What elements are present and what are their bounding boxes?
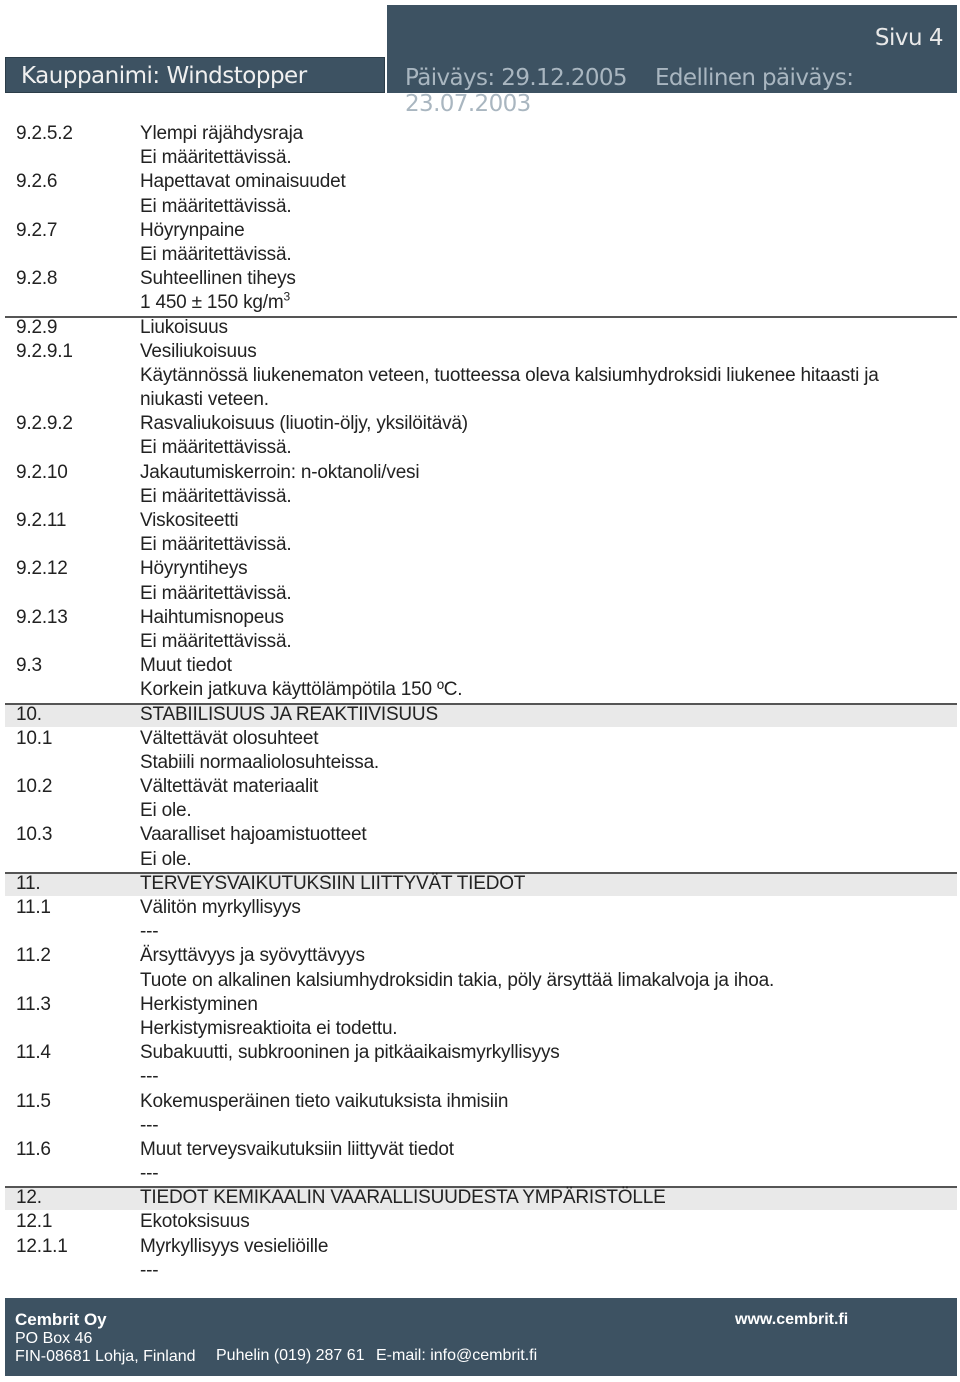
row-value [0, 969, 960, 993]
item-number: 11.6 [16, 1138, 51, 1160]
row-9-2-9-1 [0, 340, 960, 364]
header-dates [405, 65, 957, 117]
row-value [0, 146, 960, 170]
row-9-2-7 [0, 219, 960, 243]
row-11-2 [0, 944, 960, 968]
row-10-2 [0, 775, 960, 799]
item-text: niukasti veteen. [140, 389, 269, 411]
row-9-2-10 [0, 461, 960, 485]
item-text: Myrkyllisyys vesieliöille [140, 1235, 329, 1257]
item-text: Ekotoksisuus [140, 1211, 250, 1233]
row-value [0, 799, 960, 823]
row-value [0, 630, 960, 654]
item-number: 11.2 [16, 945, 51, 967]
item-text: Suhteellinen tiheys [140, 268, 296, 290]
item-text: Höyrynpaine [140, 219, 245, 241]
header-blank-area [5, 5, 385, 57]
item-text: Ei määritettävissä. [140, 243, 292, 265]
row-value [0, 1162, 960, 1186]
row-9-2-11 [0, 509, 960, 533]
row-9-2-9-2 [0, 412, 960, 436]
item-text: Ei määritettävissä. [140, 582, 292, 604]
item-text: Ei määritettävissä. [140, 485, 292, 507]
item-text: Kokemusperäinen tieto vaikutuksista ihmisiin [140, 1090, 509, 1112]
item-number: 9.2.6 [16, 171, 58, 193]
item-number: 9.2.9 [16, 316, 58, 338]
item-text: Vaaralliset hajoamistuotteet [140, 824, 367, 846]
row-value [0, 920, 960, 944]
item-text: Korkein jatkuva käyttölämpötila 150 ºC. [140, 679, 463, 701]
item-text [140, 291, 290, 315]
item-text: Tuote on alkalinen kalsiumhydroksidin takia, pöly ärsyttää limakalvoja ja ihoa. [140, 969, 775, 991]
company-name: Cembrit Oy [15, 1310, 107, 1329]
section-title: STABIILISUUS JA REAKTIIVISUUS [140, 703, 438, 725]
row-9-2-9 [5, 316, 957, 340]
row-10-3 [0, 823, 960, 847]
item-text: Ylempi räjähdysraja [140, 123, 304, 144]
row-value [0, 436, 960, 460]
item-text: Ei määritettävissä. [140, 534, 292, 556]
row-value [0, 388, 960, 412]
item-number: 10.1 [16, 727, 53, 749]
item-number: 12.1 [16, 1211, 53, 1233]
section-number: 11. [16, 872, 41, 894]
item-number: 9.2.13 [16, 606, 68, 628]
section-heading-11 [5, 872, 957, 896]
item-text: Ei määritettävissä. [140, 437, 292, 459]
item-text: Vältettävät olosuhteet [140, 727, 319, 749]
row-9-2-5-2 [0, 122, 960, 146]
item-text: Välitön myrkyllisyys [140, 897, 301, 918]
item-text: --- [140, 921, 159, 943]
item-text: Hapettavat ominaisuudet [140, 171, 346, 193]
item-number: 11.3 [16, 993, 51, 1015]
item-number: 9.3 [16, 655, 42, 677]
item-text: Herkistyminen [140, 993, 258, 1015]
item-text: Ei määritettävissä. [140, 147, 292, 169]
item-number: 11.4 [16, 1042, 51, 1064]
row-value [0, 848, 960, 872]
row-value [0, 1017, 960, 1041]
page-footer [5, 1298, 957, 1376]
row-9-2-12 [0, 557, 960, 581]
issue-date: Päiväys: 29.12.2005 [405, 65, 627, 91]
item-text: --- [140, 1114, 159, 1136]
item-text: --- [140, 1163, 159, 1185]
item-text: Stabiili normaaliolosuhteissa. [140, 751, 380, 773]
row-value [0, 1259, 960, 1283]
row-value [0, 678, 960, 702]
item-text: Rasvaliukoisuus (liuotin-öljy, yksilöitävä) [140, 413, 468, 435]
item-text: Vesiliukoisuus [140, 340, 257, 362]
item-number: 10.2 [16, 776, 53, 798]
item-number: 9.2.9.2 [16, 413, 73, 435]
row-value [0, 751, 960, 775]
document-body [0, 122, 960, 1283]
page-header [5, 5, 957, 117]
item-text: Jakautumiskerroin: n-oktanoli/vesi [140, 461, 420, 483]
row-value [0, 364, 960, 388]
row-11-6 [0, 1138, 960, 1162]
row-9-3 [0, 654, 960, 678]
item-text: Ärsyttävyys ja syövyttävyys [140, 945, 365, 967]
item-text: --- [140, 1066, 159, 1088]
email-address[interactable]: E-mail: info@cembrit.fi [376, 1347, 538, 1364]
item-text: Ei ole. [140, 848, 192, 870]
item-number: 9.2.9.1 [16, 340, 73, 362]
item-number: 11.5 [16, 1090, 51, 1112]
item-text: Käytännössä liukenematon veteen, tuotteessa oleva kalsiumhydroksidi liukenee hitaasti ja [140, 364, 879, 386]
item-text: Ei ole. [140, 800, 192, 822]
item-number: 9.2.5.2 [16, 123, 73, 144]
item-text: --- [140, 1259, 159, 1281]
row-11-3 [0, 993, 960, 1017]
row-12-1 [0, 1210, 960, 1234]
row-12-1-1 [0, 1235, 960, 1259]
item-text: Ei määritettävissä. [140, 195, 292, 217]
row-value [0, 485, 960, 509]
item-number: 9.2.7 [16, 219, 58, 241]
row-value [0, 195, 960, 219]
section-number: 10. [16, 703, 42, 725]
item-text: Liukoisuus [140, 316, 228, 338]
row-value [0, 291, 960, 315]
row-10-1 [0, 727, 960, 751]
item-text: Viskositeetti [140, 510, 239, 531]
item-text: Vältettävät materiaalit [140, 776, 319, 798]
row-value [0, 243, 960, 267]
item-text: Ei määritettävissä. [140, 630, 292, 652]
website-link[interactable]: www.cembrit.fi [735, 1311, 849, 1328]
section-number: 12. [16, 1187, 42, 1209]
postal-city: FIN-08681 Lohja, Finland [15, 1348, 196, 1365]
row-11-1 [0, 896, 960, 920]
item-number: 9.2.11 [16, 510, 67, 531]
item-text: Muut terveysvaikutuksiin liittyvät tiedot [140, 1138, 454, 1160]
section-heading-10 [5, 703, 957, 727]
item-number: 9.2.12 [16, 558, 68, 580]
item-text: Haihtumisnopeus [140, 606, 284, 628]
row-value [0, 582, 960, 606]
section-heading-12 [5, 1186, 957, 1210]
item-number: 11.1 [16, 897, 51, 918]
phone-number: Puhelin (019) 287 61 [216, 1347, 365, 1364]
row-9-2-8 [0, 267, 960, 291]
item-number: 10.3 [16, 824, 53, 846]
row-9-2-6 [0, 170, 960, 194]
postal-box: PO Box 46 [15, 1330, 93, 1347]
row-11-5 [0, 1090, 960, 1114]
section-title: TERVEYSVAIKUTUKSIIN LIITTYVÄT TIEDOT [140, 872, 526, 894]
item-number: 12.1.1 [16, 1235, 68, 1257]
item-number: 9.2.8 [16, 268, 58, 290]
previous-date: Edellinen päiväys: 23.07.2003 [405, 65, 854, 117]
item-text: Muut tiedot [140, 655, 232, 677]
item-text: Herkistymisreaktioita ei todettu. [140, 1017, 398, 1039]
row-11-4 [0, 1041, 960, 1065]
row-9-2-13 [0, 606, 960, 630]
item-number: 9.2.10 [16, 461, 68, 483]
trade-name: Kauppanimi: Windstopper [21, 63, 307, 89]
row-value [0, 1065, 960, 1089]
section-title: TIEDOT KEMIKAALIN VAARALLISUUDESTA YMPÄRISTÖLLE [140, 1187, 666, 1209]
superscript: 3 [283, 289, 290, 304]
row-value [0, 1114, 960, 1138]
row-value [0, 533, 960, 557]
item-text: Subakuutti, subkrooninen ja pitkäaikaismyrkyllisyys [140, 1042, 560, 1064]
page-number: Sivu 4 [874, 25, 943, 51]
item-text: Höyryntiheys [140, 558, 248, 580]
density-value: 1 450 ± 150 kg/m [140, 292, 284, 314]
